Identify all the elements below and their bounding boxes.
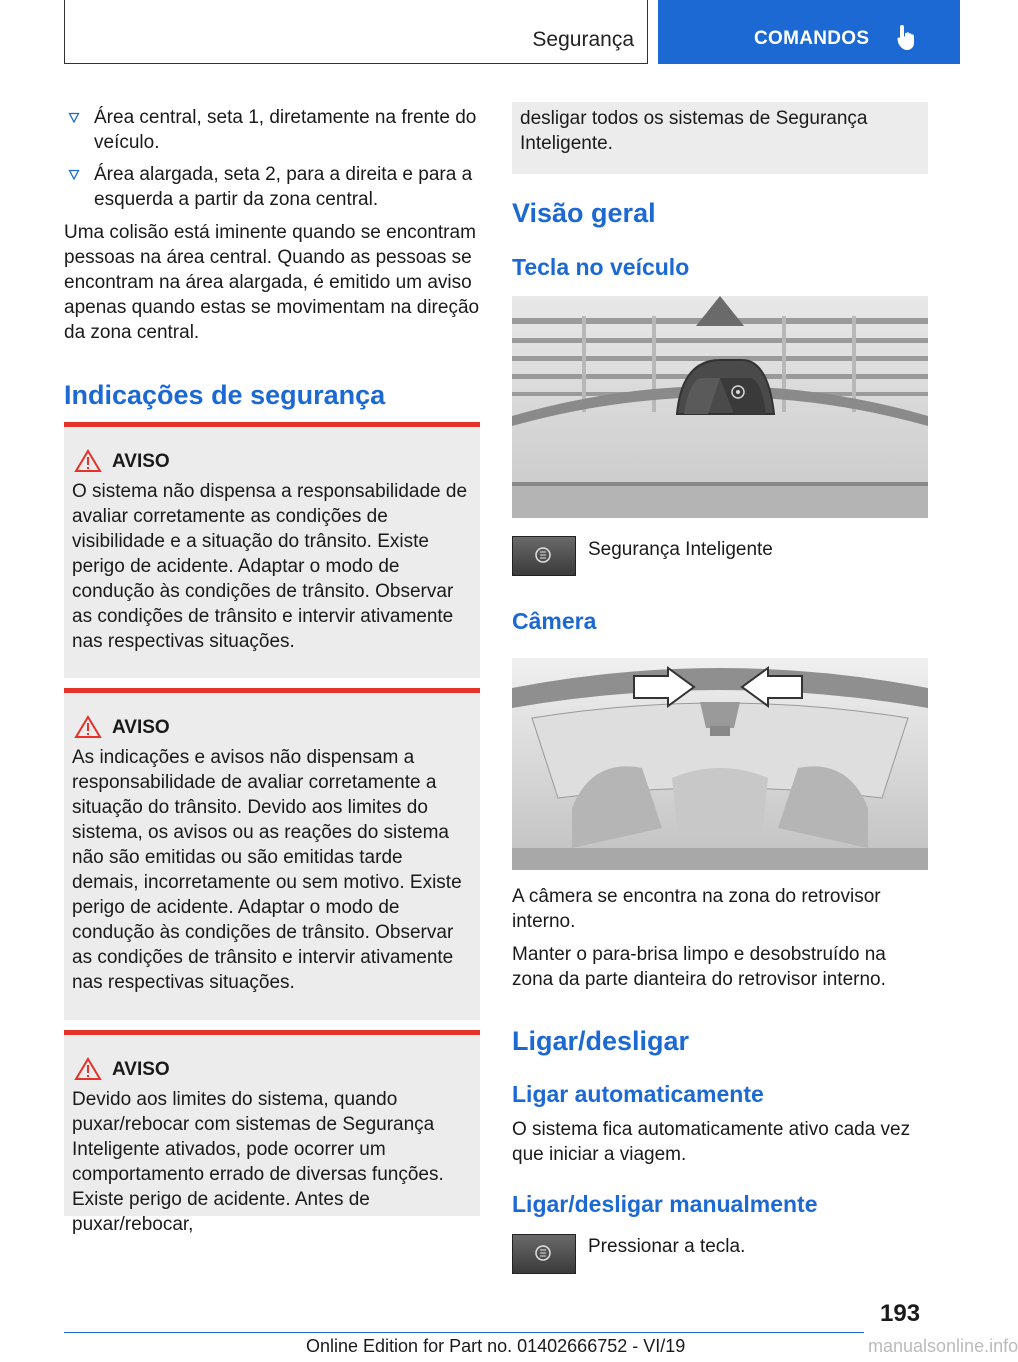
intelligent-safety-button[interactable]: [512, 536, 576, 576]
footer-edition: Online Edition for Part no. 01402666752 - VI/19: [306, 1336, 686, 1356]
warning-triangle-icon: [74, 1057, 102, 1081]
camera-text-1: A câmera se encontra na zona do retrovisor interno.: [512, 886, 881, 932]
warning-header: [74, 1057, 170, 1083]
auto-text: O sistema fica automaticamente ativo cada vez que iniciar a viagem.: [512, 1119, 911, 1165]
overview-heading: Visão geral: [512, 198, 656, 228]
warning-label: AVISO: [112, 1059, 170, 1080]
warning-text: O sistema não dispensa a responsabilidade de avaliar corretamente as condições de visibilidade e a situação do trânsito. Existe perigo de acidente. Adaptar o modo de condução às condições de trânsito. Observar as condições de trânsito e intervir ativamente nas respectivas situações.: [72, 481, 468, 652]
list-item-text: Área alargada, seta 2, para a direita e para a esquerda a partir da zona central.: [94, 164, 473, 210]
vehicle-button-photo: [512, 296, 928, 518]
manual-heading: Ligar/desligar manualmente: [512, 1191, 818, 1217]
continued-warning-box: [512, 102, 928, 174]
warning-box: [64, 422, 480, 678]
warning-label: AVISO: [112, 451, 170, 472]
camera-illustration: [512, 658, 928, 870]
footer-divider: [64, 1332, 864, 1333]
auto-heading: Ligar automaticamente: [512, 1081, 764, 1107]
warning-header: [74, 715, 170, 741]
intelligent-safety-icon: [512, 536, 576, 576]
manual-text: Pressionar a tecla.: [588, 1236, 746, 1257]
button-heading: Tecla no veículo: [512, 254, 690, 280]
warning-triangle-icon: [74, 449, 102, 473]
intelligent-safety-button-2[interactable]: [512, 1234, 576, 1274]
intelligent-safety-icon: [512, 1234, 576, 1274]
warning-header: [74, 449, 170, 475]
warning-box: [64, 1030, 480, 1235]
intro-paragraph: Uma colisão está iminente quando se encontram pessoas na área central. Quando as pessoas se encontram na área alargada, é emitido um aviso apenas quando estas se movimentam na direção da zona central.: [64, 222, 480, 343]
warning-text: Devido aos limites do sistema, quando puxar/rebocar com sistemas de Segurança Inteligente ativados, pode ocorrer um comportamento errado de diversas funções. Existe perigo de acidente. Antes de puxar/rebocar,: [72, 1089, 444, 1235]
warning-label: AVISO: [112, 717, 170, 738]
vehicle-button-illustration: [512, 296, 928, 518]
continued-warning-text: desligar todos os sistemas de Segurança Inteligente.: [520, 108, 868, 154]
header-section-title: Segurança: [532, 28, 634, 51]
button-caption: Segurança Inteligente: [588, 539, 773, 560]
header-chapter-label: COMANDOS: [754, 28, 870, 49]
page-number: 193: [880, 1300, 921, 1327]
onoff-heading: Ligar/desligar: [512, 1026, 690, 1056]
camera-heading: Câmera: [512, 608, 597, 634]
pointing-hand-icon: [897, 24, 921, 52]
camera-photo: [512, 658, 928, 870]
footer-watermark: manualsonline.info: [868, 1336, 1018, 1356]
triangle-bullet-icon: [68, 169, 80, 181]
warning-text: As indicações e avisos não dispensam a responsabilidade de avaliar corretamente a situação do trânsito. Devido aos limites do sistema, os avisos ou as reações do sistema não são emitidas ou são emitidas tarde demais, incorretamente ou sem motivo. Existe perigo de acidente. Adaptar o modo de condução às condições de trânsito. Observar as condições de trânsito e intervir ativamente nas respectivas situações.: [72, 747, 462, 993]
warning-box: [64, 688, 480, 1020]
camera-text-2: Manter o para-brisa limpo e desobstruído na zona da parte dianteira do retrovisor interno.: [512, 944, 886, 990]
warning-triangle-icon: [74, 715, 102, 739]
list-item-text: Área central, seta 1, diretamente na frente do veículo.: [94, 107, 477, 153]
triangle-bullet-icon: [68, 112, 80, 124]
safety-heading: Indicações de segurança: [64, 380, 386, 410]
